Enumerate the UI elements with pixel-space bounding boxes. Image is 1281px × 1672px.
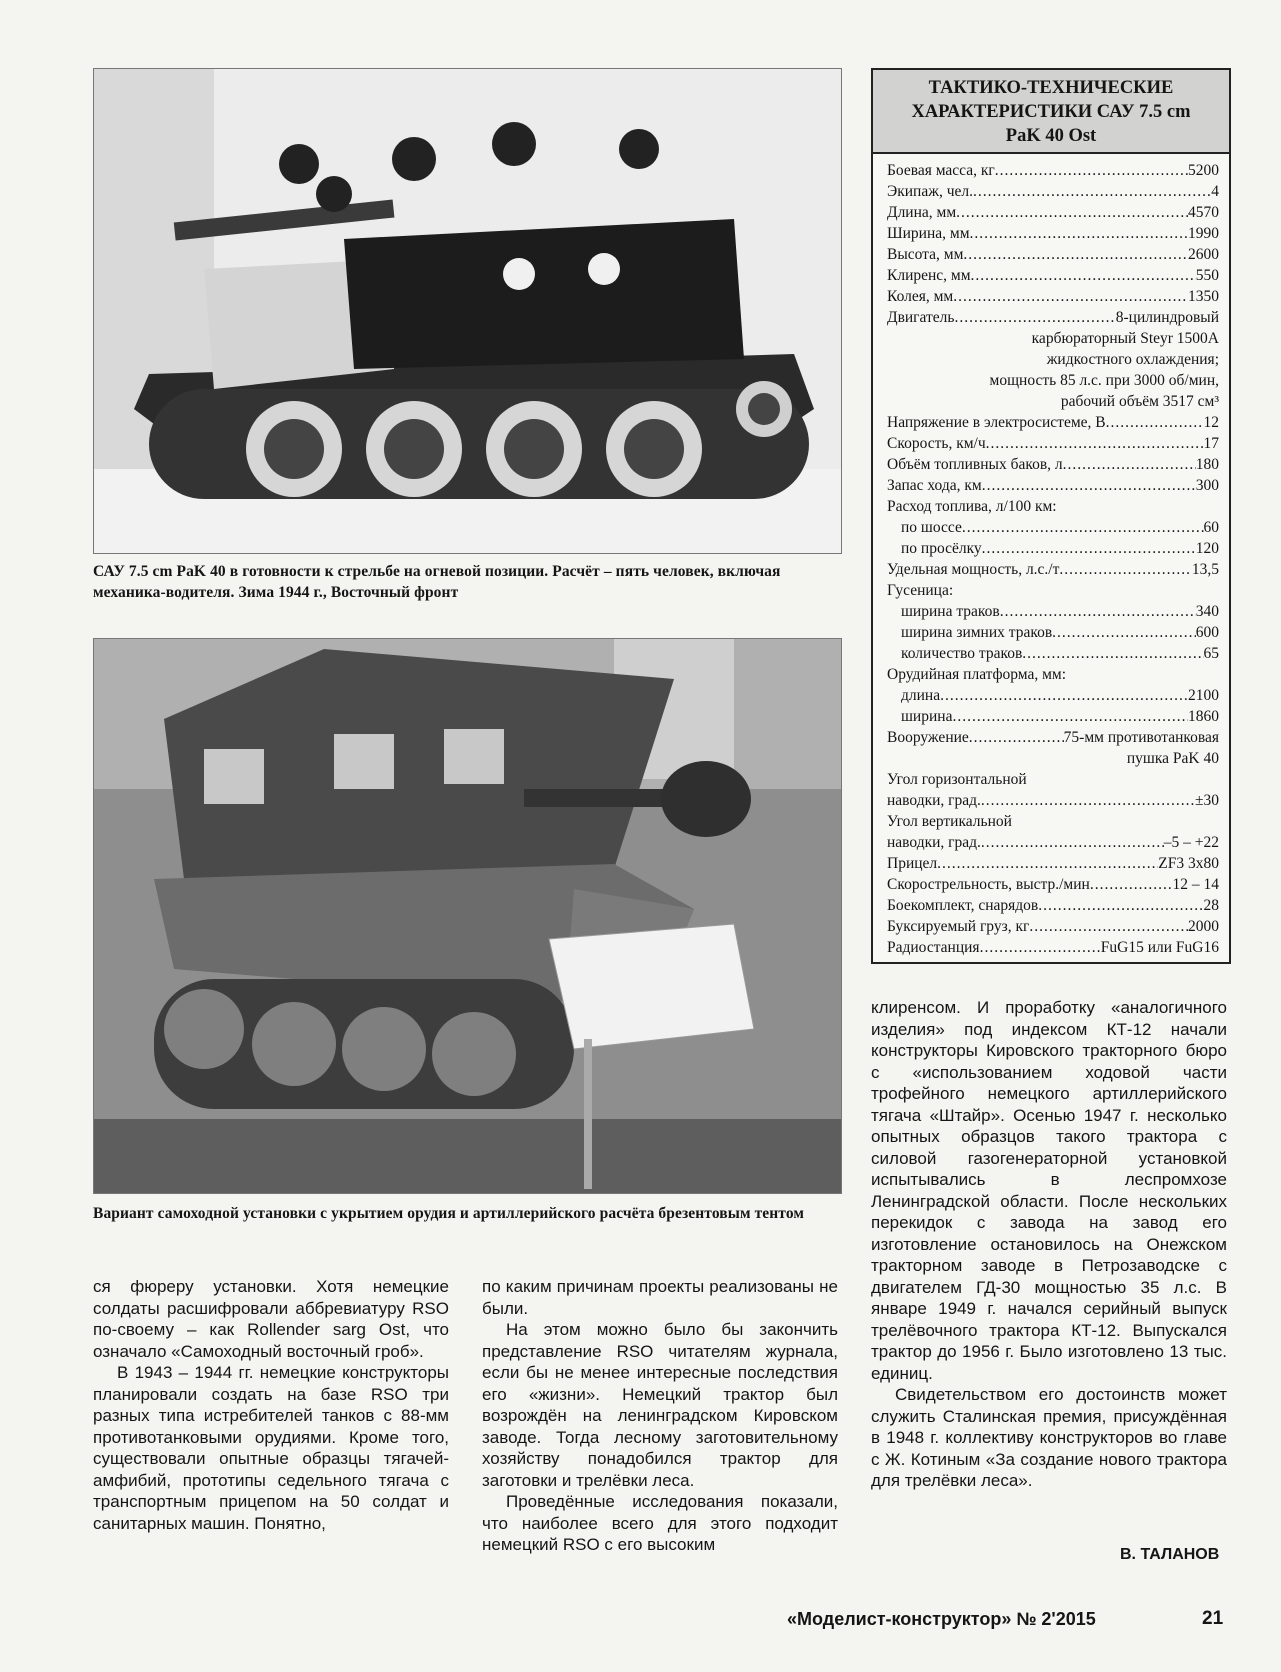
spec-value: 65: [1203, 645, 1219, 662]
article-paragraph: В 1943 – 1944 гг. немецкие конструкторы планировали создать на базе RSO три разных типа истребителей танков с 88-мм противотанковыми орудиями. Кроме того, существовали опытные образцы тягачей- амфибий, прототипы седельного тягача с транспортным прицепом на 50 солдат и санитарных машин. Понятно,: [93, 1363, 449, 1533]
spec-row: [887, 475, 1219, 496]
spec-value: 340: [1195, 603, 1219, 620]
spec-row: [887, 412, 1219, 433]
spec-row: [887, 895, 1219, 916]
spec-row: [887, 601, 1219, 622]
spec-leader-dots: [981, 790, 1195, 811]
spec-label: по просёлку: [901, 540, 982, 557]
article-column-3: [871, 997, 1227, 1492]
article-paragraph: Проведённые исследования показали, что наиболее всего для этого подходит немецкий RSO с его высоким: [482, 1492, 838, 1554]
spec-row: [887, 160, 1219, 181]
spec-leader-dots: [982, 475, 1196, 496]
spec-leader-dots: [1022, 643, 1203, 664]
spec-leader-dots: [969, 727, 1064, 748]
spec-value: 13,5: [1191, 561, 1219, 578]
spec-value: 550: [1195, 267, 1219, 284]
spec-label: Радиостанция: [887, 939, 980, 956]
spec-value: ZF3 3x80: [1158, 855, 1219, 872]
spec-label: Запас хода, км: [887, 477, 982, 494]
spec-value: 12: [1203, 414, 1219, 431]
spec-label: Колея, мм: [887, 288, 954, 305]
spec-row: [887, 181, 1219, 202]
spec-row: [887, 706, 1219, 727]
specs-title-line: PaK 40 Ost: [1005, 126, 1097, 146]
spec-value: 2600: [1188, 246, 1219, 263]
spec-group-label: Угол вертикальной: [887, 813, 1012, 830]
spec-leader-dots: [952, 706, 1188, 727]
photo-museum-spg: [93, 638, 842, 1194]
spec-value: 12 – 14: [1172, 876, 1219, 893]
spec-continuation: рабочий объём 3517 см³: [1060, 393, 1219, 410]
spec-value: 28: [1203, 897, 1219, 914]
spec-leader-dots: [982, 538, 1196, 559]
article-column-1: [93, 1276, 449, 1534]
spec-label: Боекомплект, снарядов: [887, 897, 1039, 914]
spec-label: ширина траков: [901, 603, 1000, 620]
spec-row: [887, 916, 1219, 937]
spec-value: 5200: [1188, 162, 1219, 179]
spec-continuation: карбюраторный Steyr 1500A: [1031, 330, 1219, 347]
spec-leader-dots: [970, 223, 1188, 244]
spec-leader-dots: [1029, 916, 1188, 937]
spec-label: Прицел: [887, 855, 938, 872]
spec-label: длина: [901, 687, 941, 704]
specs-table: [871, 68, 1231, 964]
spec-value: 8-цилиндровый: [1115, 309, 1219, 326]
spec-leader-dots: [956, 202, 1188, 223]
spec-label: Боевая масса, кг: [887, 162, 995, 179]
spec-leader-dots: [937, 853, 1158, 874]
article-paragraph: по каким причинам проекты реализованы не были.: [482, 1277, 838, 1318]
spec-leader-dots: [971, 265, 1196, 286]
spec-row: [887, 643, 1219, 664]
museum-spg-image: [94, 639, 841, 1193]
article-paragraph: Свидетельством его достоинств может служить Сталинская премия, присуждённая в 1948 г. коллективу конструкторов во главе с Ж. Котиным «За создание нового трактора для трелёвки леса».: [871, 1385, 1227, 1490]
spec-leader-dots: [995, 160, 1188, 181]
spec-row: [887, 559, 1219, 580]
spec-row: [887, 538, 1219, 559]
spec-leader-dots: [1038, 895, 1203, 916]
spec-leader-dots: [1090, 874, 1173, 895]
spec-row: [887, 517, 1219, 538]
specs-list: [873, 154, 1229, 962]
spec-group-label: Расход топлива, л/100 км:: [887, 498, 1057, 515]
spec-row: [887, 853, 1219, 874]
spec-row: [887, 307, 1219, 328]
article-paragraph: На этом можно было бы закончить представление RSO читателям журнала, если бы не менее интересные последствия его «жизни». Немецкий трактор был возрождён на ленинградском Кировском заводе. Тогда лесному заготовительному хозяйству понадобился трактор для заготовки и трелёвки леса.: [482, 1320, 838, 1490]
spec-leader-dots: [1063, 454, 1196, 475]
spec-value: 4570: [1188, 204, 1219, 221]
spec-leader-dots: [1059, 559, 1191, 580]
page-number: 21: [1202, 1608, 1224, 1629]
spec-row: [887, 622, 1219, 643]
spec-row: [887, 433, 1219, 454]
spec-label: Объём топливных баков, л: [887, 456, 1063, 473]
spec-label: Длина, мм: [887, 204, 957, 221]
spec-row: [887, 223, 1219, 244]
spec-leader-dots: [963, 244, 1188, 265]
spec-value: FuG15 или FuG16: [1100, 939, 1219, 956]
spec-group-label: Угол горизонтальной: [887, 771, 1027, 788]
spec-label: Высота, мм: [887, 246, 964, 263]
spec-continuation: пушка PaK 40: [1126, 750, 1219, 767]
spec-label: Удельная мощность, л.с./т: [887, 561, 1060, 578]
spec-value: 2000: [1188, 918, 1219, 935]
spec-leader-dots: [940, 685, 1188, 706]
spec-row: [887, 265, 1219, 286]
article-paragraph: клиренсом. И проработку «аналогичного изделия» под индексом КТ-12 начали конструкторы Кировского тракторного бюро с «использованием ходовой части трофейного немецкого артиллерийского тягача «Штайр». Осенью 1947 г. несколько опытных образцов такого трактора с силовой газогенераторной установкой испытывались в леспромхозе Ленинградской области. После нескольких перекидок с завода на завод его изготовление остановилось на Онежском тракторном заводе в Петрозаводске с двигателем ГД-30 мощностью 35 л.с. В январе 1949 г. начался серийный выпуск трелёвочного трактора КТ-12. Выпускался трактор до 1956 г. Было изготовлено 13 тыс. единиц.: [871, 998, 1227, 1383]
spec-label: Напряжение в электросистеме, В: [887, 414, 1106, 431]
spec-row: [887, 790, 1219, 811]
spec-label: Клиренс, мм: [887, 267, 971, 284]
spec-row: [887, 286, 1219, 307]
spec-label: наводки, град.: [887, 834, 981, 851]
spec-leader-dots: [962, 517, 1204, 538]
spec-leader-dots: [1106, 412, 1204, 433]
spec-continuation: мощность 85 л.с. при 3000 об/мин,: [989, 372, 1219, 389]
spec-label: ширина: [901, 708, 953, 725]
spec-row: [887, 874, 1219, 895]
spec-value: ±30: [1194, 792, 1219, 809]
spec-value: 60: [1203, 519, 1219, 536]
spec-row: [887, 832, 1219, 853]
spec-label: Буксируемый груз, кг: [887, 918, 1030, 935]
spec-value: 17: [1203, 435, 1219, 452]
specs-title: [873, 70, 1229, 154]
spec-label: Вооружение: [887, 729, 969, 746]
spec-value: –5 – +22: [1163, 834, 1219, 851]
spec-row: [887, 685, 1219, 706]
spec-label: Ширина, мм: [887, 225, 970, 242]
spec-label: количество траков: [901, 645, 1023, 662]
spec-row: [887, 454, 1219, 475]
spec-value: 75-мм противотанковая: [1063, 729, 1219, 746]
article-paragraph: ся фюреру установки. Хотя немецкие солдаты расшифровали аббревиатуру RSO по-своему – как Rollender sarg Ost, что означало «Самоходный восточный гроб».: [93, 1277, 449, 1361]
spec-group-label: Гусеница:: [887, 582, 954, 599]
spec-label: Скорострельность, выстр./мин: [887, 876, 1090, 893]
spec-label: Двигатель: [887, 309, 955, 326]
spec-label: ширина зимних траков: [901, 624, 1053, 641]
spec-value: 120: [1195, 540, 1219, 557]
spec-leader-dots: [986, 433, 1204, 454]
spec-leader-dots: [1052, 622, 1196, 643]
spec-value: 4: [1211, 183, 1219, 200]
spec-value: 180: [1195, 456, 1219, 473]
spec-leader-dots: [973, 181, 1211, 202]
spec-continuation: жидкостного охлаждения;: [1046, 351, 1219, 368]
spec-value: 1350: [1188, 288, 1219, 305]
spec-leader-dots: [981, 832, 1164, 853]
spec-label: Экипаж, чел.: [887, 183, 973, 200]
spec-label: Скорость, км/ч: [887, 435, 986, 452]
spec-row: [887, 727, 1219, 748]
footer-magazine-title: «Моделист-конструктор» № 2'2015: [787, 1609, 1096, 1629]
spec-group-label: Орудийная платформа, мм:: [887, 666, 1067, 683]
photo-winter-spg: [93, 68, 842, 554]
spec-value: 600: [1195, 624, 1219, 641]
spec-row: [887, 937, 1219, 958]
spec-leader-dots: [980, 937, 1101, 958]
article-column-2: [482, 1276, 838, 1556]
author: В. ТАЛАНОВ: [1120, 1546, 1220, 1563]
spec-label: наводки, град.: [887, 792, 981, 809]
spec-leader-dots: [954, 307, 1115, 328]
spec-value: 300: [1195, 477, 1219, 494]
spec-value: 2100: [1188, 687, 1219, 704]
spec-leader-dots: [953, 286, 1188, 307]
spec-leader-dots: [1000, 601, 1196, 622]
winter-spg-image: [94, 69, 841, 553]
spec-label: по шоссе: [901, 519, 962, 536]
photo1-caption: САУ 7.5 cm PaK 40 в готовности к стрельбе на огневой позиции. Расчёт – пять человек, включая механика-водителя. Зима 1944 г., Восточный фронт: [93, 563, 781, 601]
spec-row: [887, 202, 1219, 223]
photo2-caption: Вариант самоходной установки с укрытием орудия и артиллерийского расчёта брезентовым тентом: [93, 1205, 805, 1222]
spec-value: 1990: [1188, 225, 1219, 242]
specs-title-line: ТАКТИКО-ТЕХНИЧЕСКИЕ: [928, 78, 1174, 98]
spec-value: 1860: [1188, 708, 1219, 725]
spec-row: [887, 244, 1219, 265]
specs-title-line: ХАРАКТЕРИСТИКИ САУ 7.5 cm: [911, 102, 1191, 122]
